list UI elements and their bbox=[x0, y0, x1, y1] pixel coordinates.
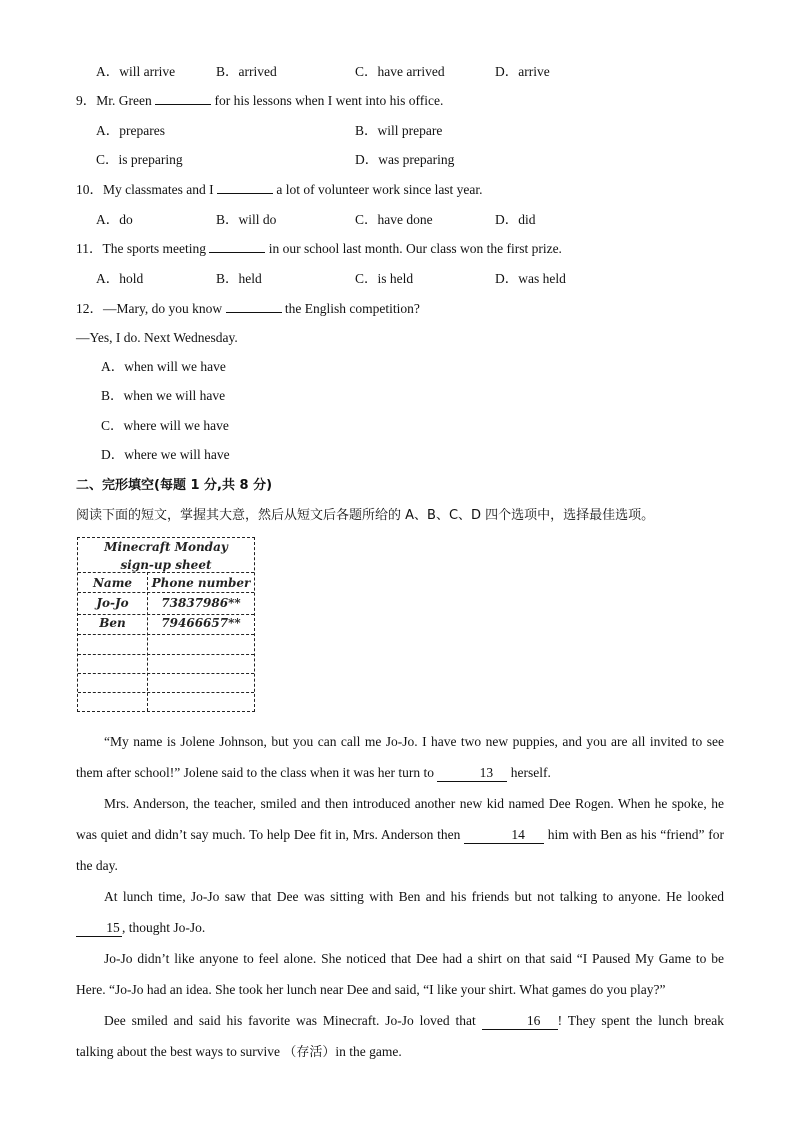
passage-paragraph bbox=[76, 1005, 724, 1068]
blank-14: 14 bbox=[464, 827, 544, 844]
sheet-row-name: Jo-Jo bbox=[96, 596, 129, 610]
passage-text: ! They spent the lunch break talking about the best ways to survive bbox=[76, 1013, 725, 1059]
passage-paragraph bbox=[76, 726, 724, 788]
sheet-subtitle: sign-up sheet bbox=[120, 558, 212, 572]
sheet-divider bbox=[78, 673, 254, 674]
q11-option-c: C．is held bbox=[355, 271, 414, 286]
q10-option-b: B．will do bbox=[216, 212, 277, 227]
passage-text: “My name is Jolene Johnson, but you can call me Jo-Jo. I have two new puppies, and you are all invited to see them after school!” Jolene said to the class when it was her turn to bbox=[76, 734, 724, 780]
q8-option-d: D．arrive bbox=[495, 64, 550, 79]
q12-reply: —Yes, I do. Next Wednesday. bbox=[76, 330, 238, 345]
passage-text: Dee smiled and said his favorite was Minecraft. Jo-Jo loved that bbox=[104, 1013, 482, 1028]
q10-stem-pre: 10．My classmates and I bbox=[76, 182, 217, 197]
q8-option-c: C．have arrived bbox=[355, 64, 445, 79]
q10-option-c: C．have done bbox=[355, 212, 433, 227]
passage-text: him with Ben as his “friend” for the day. bbox=[76, 827, 724, 873]
passage-text: in the game. bbox=[335, 1044, 402, 1059]
q9-blank bbox=[155, 104, 211, 105]
q12-blank bbox=[226, 312, 282, 313]
sheet-header-phone: Phone number bbox=[151, 576, 251, 590]
q11-option-b: B．held bbox=[216, 271, 262, 286]
q9-option-a: A．prepares bbox=[96, 123, 165, 138]
section-instruction: 阅读下面的短文，掌握其大意，然后从短文后各题所给的 A、B、C、D 四个选项中，选择最佳选项。 bbox=[76, 508, 655, 523]
section-heading: 二、完形填空(每题 1 分,共 8 分) bbox=[76, 478, 273, 493]
sheet-divider bbox=[78, 634, 254, 635]
q12-option-a: A．when will we have bbox=[101, 359, 226, 374]
passage-paragraph bbox=[76, 788, 724, 881]
cloze-passage bbox=[76, 726, 724, 1068]
blank-16: 16 bbox=[482, 1013, 558, 1030]
q9-stem-post: for his lessons when I went into his office. bbox=[211, 93, 444, 108]
q9-option-d: D．was preparing bbox=[355, 152, 455, 167]
blank-15: 15 bbox=[76, 920, 122, 937]
q11-stem-post: in our school last month. Our class won the first prize. bbox=[265, 241, 562, 256]
q11-stem bbox=[76, 240, 562, 258]
passage-paragraph bbox=[76, 881, 724, 943]
passage-paragraph: Jo-Jo didn’t like anyone to feel alone. She noticed that Dee had a shirt on that said “I Paused My Game to be Here. “Jo-Jo had an idea. She took her lunch near Dee and said, “I like your shirt. What games do you play?” bbox=[76, 951, 724, 997]
passage-text: , thought Jo-Jo. bbox=[122, 920, 206, 935]
q10-option-a: A．do bbox=[96, 212, 133, 227]
q12-stem-pre: 12．—Mary, do you know bbox=[76, 301, 226, 316]
q9-option-c: C．is preparing bbox=[96, 152, 183, 167]
sheet-divider bbox=[78, 692, 254, 693]
passage-text-chinese: （存活） bbox=[283, 1045, 336, 1060]
sheet-title: Minecraft Monday bbox=[104, 540, 228, 554]
sheet-row-phone: 73837986** bbox=[161, 596, 241, 610]
q12-stem bbox=[76, 300, 420, 318]
q10-option-d: D．did bbox=[495, 212, 536, 227]
passage-text: Mrs. Anderson, the teacher, smiled and then introduced another new kid named Dee Rogen. When he spoke, he was quiet and didn’t say much. To help Dee fit in, Mrs. Anderson then bbox=[76, 796, 724, 842]
q9-option-b: B．will prepare bbox=[355, 123, 443, 138]
sheet-divider bbox=[78, 572, 254, 573]
q12-stem-post: the English competition? bbox=[281, 301, 420, 316]
q8-option-b: B．arrived bbox=[216, 64, 277, 79]
q10-stem bbox=[76, 181, 483, 199]
q12-option-d: D．where we will have bbox=[101, 447, 230, 462]
q8-option-a: A．will arrive bbox=[96, 64, 176, 79]
q11-option-a: A．hold bbox=[96, 271, 144, 286]
q12-option-b: B．when we will have bbox=[101, 388, 226, 403]
signup-sheet-image bbox=[77, 537, 255, 712]
q11-option-d: D．was held bbox=[495, 271, 566, 286]
q11-stem-pre: 11．The sports meeting bbox=[76, 241, 210, 256]
sheet-row-name: Ben bbox=[99, 616, 126, 630]
q10-stem-post: a lot of volunteer work since last year. bbox=[272, 182, 483, 197]
q12-option-c: C．where will we have bbox=[101, 418, 229, 433]
passage-text: herself. bbox=[507, 765, 551, 780]
q9-stem-pre: 9．Mr. Green bbox=[76, 93, 156, 108]
sheet-divider bbox=[78, 614, 254, 615]
q9-stem bbox=[76, 92, 443, 110]
passage-text: At lunch time, Jo-Jo saw that Dee was sitting with Ben and his friends but not talking to anyone. He looked bbox=[104, 889, 724, 904]
sheet-header-name: Name bbox=[92, 576, 133, 590]
q10-blank bbox=[217, 193, 273, 194]
sheet-divider bbox=[78, 592, 254, 593]
sheet-row-phone: 79466657** bbox=[161, 616, 241, 630]
sheet-divider bbox=[78, 654, 254, 655]
blank-13: 13 bbox=[437, 765, 507, 782]
q11-blank bbox=[209, 252, 265, 253]
